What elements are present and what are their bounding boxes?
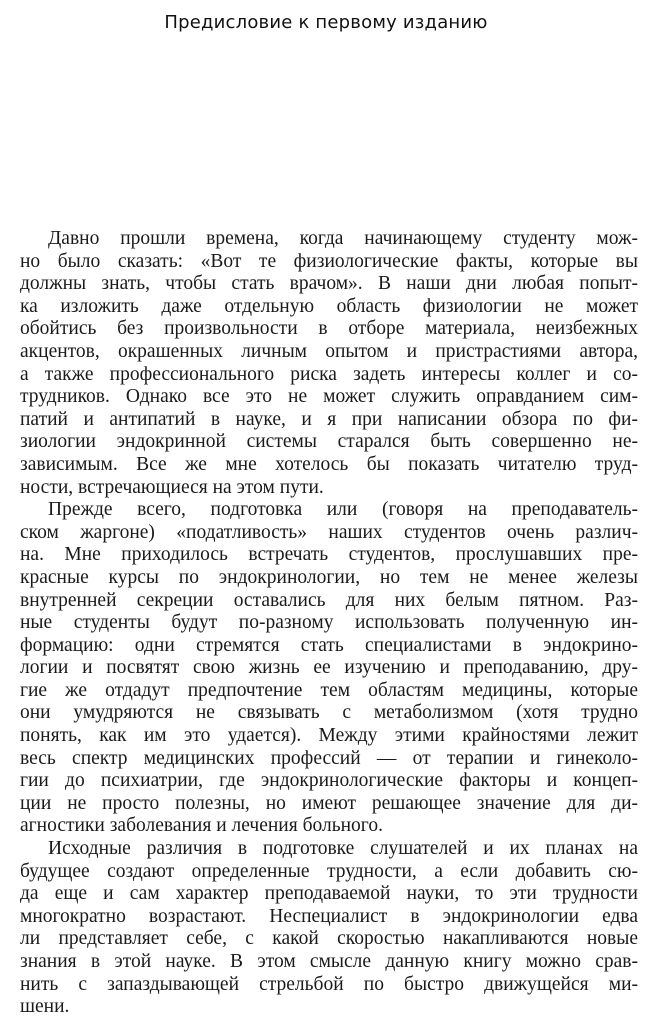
text-line: ка изложить даже отдельную область физиологии не может <box>20 295 638 317</box>
text-line: ные студенты будут по-разному использовать полученную ин- <box>20 612 638 634</box>
text-line: будущее создают определенные трудности, а если добавить сю- <box>20 860 638 882</box>
text-line: на. Мне приходилось встречать студентов, прослушавших пре- <box>20 544 638 566</box>
body-text <box>20 228 638 1019</box>
text-line: должны знать, чтобы стать врачом». В наши дни любая попыт- <box>20 273 638 295</box>
text-line: зависимым. Все же мне хотелось бы показать читателю труд- <box>20 453 638 475</box>
text-line: гии до психиатрии, где эндокринологические факторы и концеп- <box>20 770 638 792</box>
text-line: ли представляет себе, с какой скоростью накапливаются новые <box>20 928 638 950</box>
paragraph-2 <box>20 499 638 838</box>
text-line: Давно прошли времена, когда начинающему студенту мож- <box>48 228 638 249</box>
text-line: ности, встречающиеся на этом пути. <box>20 476 324 498</box>
text-line: нить с запаздывающей стрельбой по быстро движущейся ми- <box>20 973 638 995</box>
text-line: но было сказать: «Вот те физиологические факты, которые вы <box>20 250 638 272</box>
paragraph-3 <box>20 838 638 1019</box>
text-line: формацию: одни стремятся стать специалистами в эндокрино- <box>20 634 638 656</box>
text-line: трудников. Однако все это не может служить оправданием сим- <box>20 386 638 408</box>
text-line: шени. <box>20 996 70 1018</box>
text-line: они умудряются не связывать с метаболизмом (хотя трудно <box>20 702 638 724</box>
text-line: а также профессионального риска задеть интересы коллег и со- <box>20 363 638 385</box>
text-line: обойтись без произвольности в отборе материала, неизбежных <box>20 318 638 340</box>
text-line: многократно возрастают. Неспециалист в эндокринологии едва <box>20 905 638 927</box>
text-line: внутренней секреции оставались для них белым пятном. Раз- <box>20 589 638 611</box>
text-line: логии и посвятят свою жизнь ее изучению и преподаванию, дру- <box>20 657 638 679</box>
text-line: агностики заболевания и лечения больного. <box>20 815 383 837</box>
text-line: Исходные различия в подготовке слушателей и их планах на <box>48 838 638 860</box>
text-line: акцентов, окрашенных личным опытом и пристрастиями автора, <box>20 340 638 362</box>
text-line: понять, как им это удается). Между этими крайностями лежит <box>20 725 638 747</box>
text-line: Прежде всего, подготовка или (говоря на преподаватель- <box>48 499 638 521</box>
text-line: патий и антипатий в науке, и я при написании обзора по фи- <box>20 408 638 430</box>
text-line: гие же отдадут предпочтение тем областям медицины, которые <box>20 679 638 701</box>
page-title: Предисловие к первому изданию <box>164 12 488 33</box>
text-line: да еще и сам характер преподаваемой науки, то эти трудности <box>20 883 638 905</box>
paragraph-1 <box>20 228 638 499</box>
text-line: знания в этой науке. В этом смысле данную книгу можно срав- <box>20 951 638 972</box>
text-line: ции не просто полезны, но имеют решающее значение для ди- <box>20 792 638 814</box>
text-line: весь спектр медицинских профессий — от терапии и гинеколо- <box>20 747 638 769</box>
text-line: зиологии эндокринной системы старался быть совершенно не- <box>20 431 638 453</box>
text-line: красные курсы по эндокринологии, но тем не менее железы <box>20 566 638 588</box>
text-line: ском жаргоне) «податливость» наших студентов очень различ- <box>20 521 638 543</box>
